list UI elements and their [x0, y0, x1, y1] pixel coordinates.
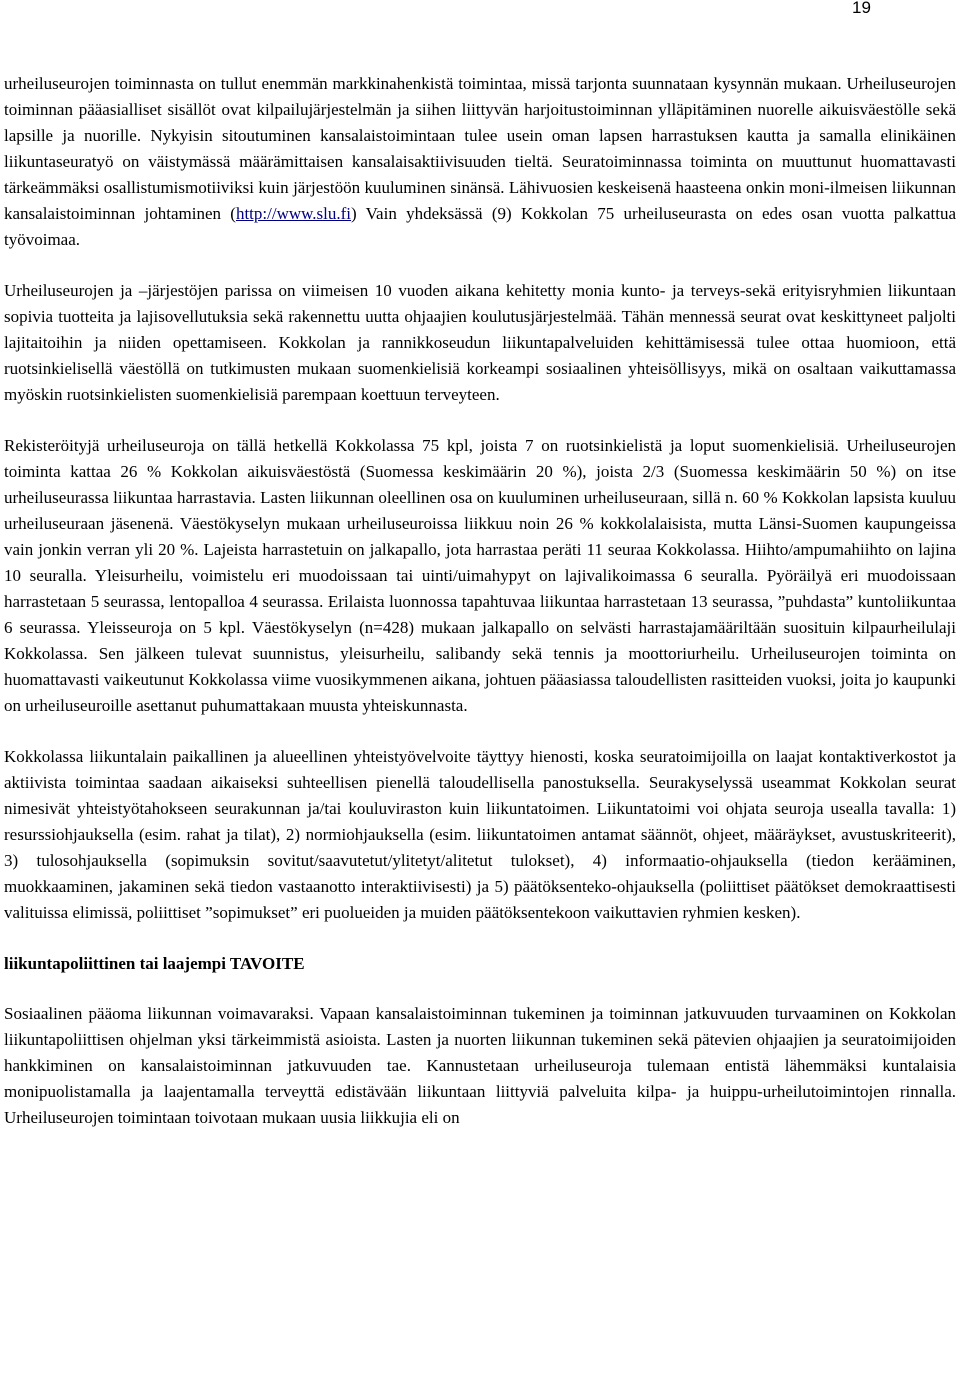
paragraph-5: Sosiaalinen pääoma liikunnan voimavaraksi. Vapaan kansalaistoiminnan tukeminen ja toiminnan jatkuvuuden turvaaminen on Kokkolan liikuntapoliittisen ohjelman yksi tärkeimmistä asioista. Lasten ja nuorten liikunnan tukeminen sekä pätevien ohjaajien ja seuratoimijoiden hankkiminen on kansalaistoiminnan jatkuvuuden tae. Kannustetaan urheiluseuroja tulemaan entistä lähemmäksi kuntalaisia monipuolistamalla ja laajentamalla terveyttä edistävään liikuntaan liittyviä palveluita kilpa- ja huippu-urheilutoimintojen rinnalla. Urheiluseurojen toimintaan toivotaan mukaan uusia liikkujia eli on	[4, 1004, 956, 1127]
paragraph-2: Urheiluseurojen ja –järjestöjen parissa on viimeisen 10 vuoden aikana kehitetty monia kunto- ja terveys-sekä erityisryhmien liikuntaan sopivia tuotteita ja lajisovellutuksia sekä rakennettu uutta ohjaajien koulutusjärjestelmää. Tähän mennessä seurat ovat keskittyneet paljolti lajitaitoihin ja niiden opettamiseen. Kokkolan ja rannikkoseudun liikuntapalveluiden kehittämisessä tulee ottaa huomioon, että ruotsinkielisellä väestöllä on tutkimusten mukaan suomenkielisiä korkeampi sosiaalinen yhteisöllisyys, mikä on osaltaan vaikuttamassa myöskin ruotsinkielisten suomenkielisiä parempaan koettuun terveyteen.	[4, 281, 956, 404]
section-heading: liikuntapoliittinen tai laajempi TAVOITE	[4, 954, 305, 973]
page-number: 19	[852, 0, 871, 17]
paragraph-1-text-a: urheiluseurojen toiminnasta on tullut enemmän markkinahenkistä toimintaa, missä tarjonta suunnataan kysynnän mukaan. Urheiluseurojen toiminnan pääasialliset sisällöt ovat kilpailujärjestelmän ja siihen liittyvän harjoitustoiminnan ylläpitäminen nuorelle aikuisväestölle sekä lapsille ja nuorille. Nykyisin sitoutuminen kansalaistoimintaan tulee usein oman lapsen harrastuksen kautta ja samalla elinikäinen liikuntaseuratyö on väistymässä määrämittaisen kansalaisaktiivisuuden tieltä. Seuratoiminnassa toiminta on muuttunut huomattavasti tärkeämmäksi osallistumismotiiviksi kuin järjestöön kuuluminen sinänsä. Lähivuosien keskeisenä haasteena onkin moni-ilmeisen liikunnan kansalaistoiminnan johtaminen (	[4, 74, 956, 223]
slu-link[interactable]: http://www.slu.fi	[235, 204, 352, 223]
paragraph-1	[4, 71, 956, 253]
document-body	[4, 71, 956, 1156]
paragraph-3: Rekisteröityjä urheiluseuroja on tällä hetkellä Kokkolassa 75 kpl, joista 7 on ruotsinkielistä ja loput suomenkielisiä. Urheiluseurojen toiminta kattaa 26 % Kokkolan aikuisväestöstä (Suomessa keskimäärin 20 %), joista 2/3 (Suomessa keskimäärin 50 %) on itse urheiluseurassa liikuntaa harrastavia. Lasten liikunnan oleellinen osa on kuuluminen urheiluseuraan, sillä n. 60 % Kokkolan lapsista kuuluu urheiluseuraan jäsenenä. Väestökyselyn mukaan urheiluseuroissa liikkuu noin 26 % kokkolalaisista, mutta Länsi-Suomen kaupungeissa vain jonkin verran yli 20 %. Lajeista harrastetuin on jalkapallo, jota harrastaa peräti 11 seuraa Kokkolassa. Hiihto/ampumahiihto on lajina 10 seuralla. Yleisurheilu, voimistelu eri muodoissaan tai uinti/uimahypyt on lajivalikoimassa 6 seuralla. Pyöräilyä eri muodoissaan harrastetaan 5 seurassa, lentopalloa 4 seurassa. Erilaista luonnossa tapahtuvaa liikuntaa harrastetaan 13 seurassa, ”puhdasta” kuntoliikuntaa 6 seurassa. Yleisseuroja on 5 kpl. Väestökyselyn (n=428) mukaan jalkapallo on selvästi harrastajamääriltään suosituin kilpaurheilulaji Kokkolassa. Sen jälkeen tulevat suunnistus, yleisurheilu, salibandy sekä tennis ja moottoriurheilu. Urheiluseurojen toiminta on huomattavasti vaikeutunut Kokkolassa viime vuosikymmenen aikana, johtuen pääasiassa taloudellisten rasitteiden vuoksi, joita jo kaupunki on urheiluseuroille asettanut puhumattakaan muusta yhteiskunnasta.	[4, 436, 956, 715]
paragraph-1-text-b: ) Vain yhdeksässä (9) Kokkolan 75 urheiluseurasta on edes osan vuotta palkattua työvoimaa.	[4, 204, 956, 249]
paragraph-4: Kokkolassa liikuntalain paikallinen ja alueellinen yhteistyövelvoite täyttyy hienosti, koska seuratoimijoilla on laajat kontaktiverkostot ja aktiivista toimintaa saadaan aikaiseksi suhteellisen pienellä taloudellisella panostuksella. Seurakyselyssä useammat Kokkolan seurat nimesivät yhteistyötahokseen seurakunnan ja/tai kouluviraston kuin liikuntatoimen. Liikuntatoimi voi ohjata seuroja usealla tavalla: 1) resurssiohjauksella (esim. rahat ja tilat), 2) normiohjauksella (esim. liikuntatoimen antamat säännöt, ohjeet, määräykset, avustuskriteerit), 3) tulosohjauksella (sopimuksin sovitut/saavutetut/ylitetyt/alitetut tulokset), 4) informaatio-ohjauksella (tiedon kerääminen, muokkaaminen, jakaminen sekä tiedon vastaanotto interaktiivisesti) ja 5) päätöksenteko-ohjauksella (poliittiset päätökset demokraattisesti valituissa elimissä, poliittiset ”sopimukset” eri puolueiden ja muiden päätöksentekoon vaikuttavien ryhmien kesken).	[4, 747, 956, 922]
